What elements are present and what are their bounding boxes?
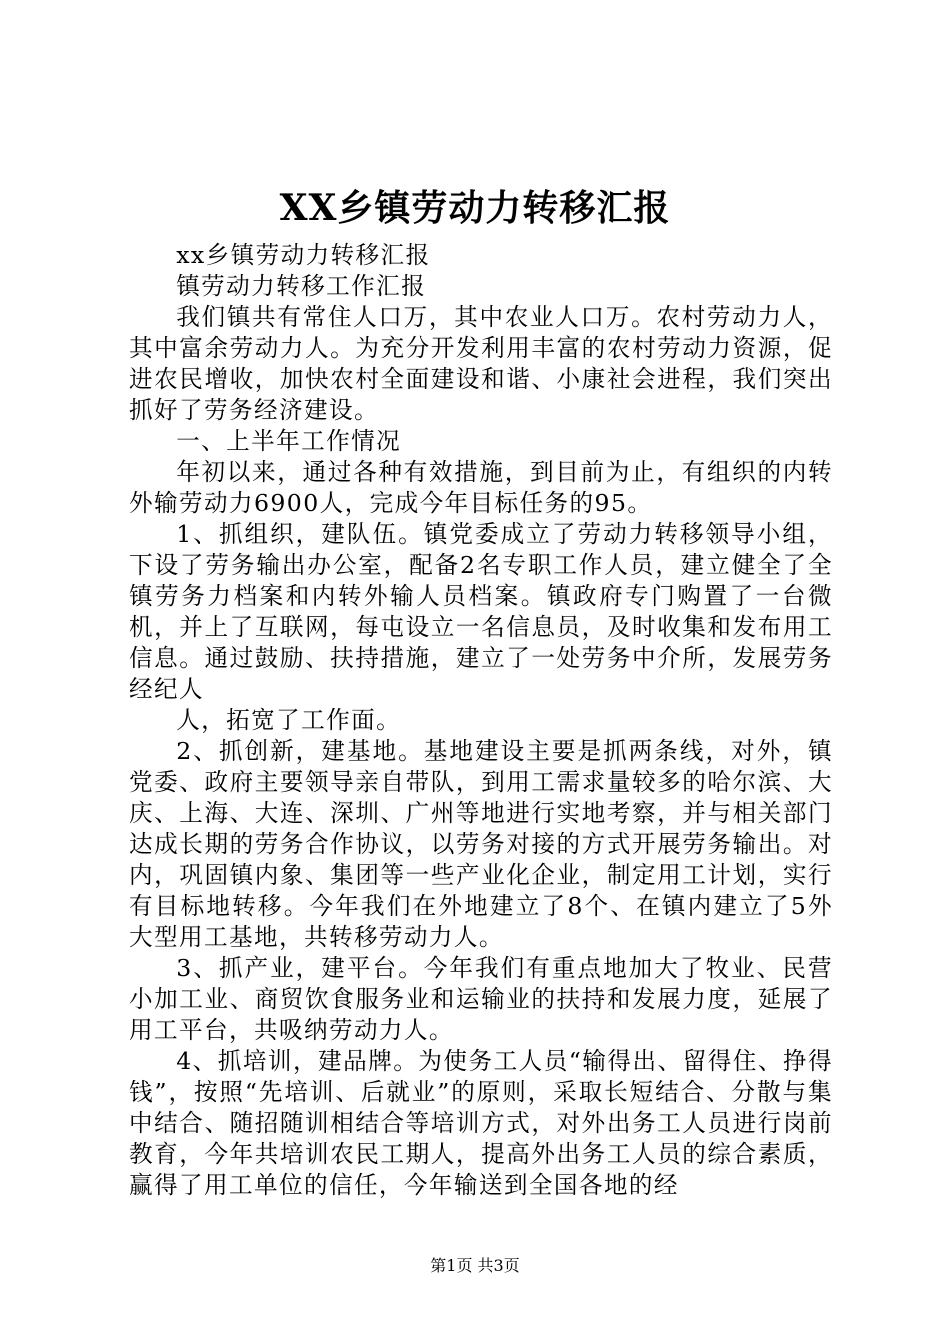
paragraph: 镇劳动力转移工作汇报 [176,272,427,300]
paragraph: 人，拓宽了工作面。 [176,706,402,734]
paragraph: 1、抓组织，建队伍。镇党委成立了劳动力转移领导小组，下设了劳务输出办公室，配备2名专职工作人员，建立健全了全镇劳务力档案和内转外输人员档案。镇政府专门购置了一台微机，并上了互联网，每屯设立一名信息员，及时收集和发布用工信息。通过鼓励、扶持措施，建立了一处劳务中介所，发展劳务经纪人 [129,520,833,703]
paragraph: 年初以来，通过各种有效措施，到目前为止，有组织的内转外输劳动力6900人，完成今年目标任务的95。 [129,458,833,517]
paragraph: xx乡镇劳动力转移汇报 [176,241,431,269]
document-body [129,240,833,1201]
paragraph: 我们镇共有常住人口万，其中农业人口万。农村劳动力人，其中富余劳动力人。为充分开发利用丰富的农村劳动力资源，促进农民增收，加快农村全面建设和谐、小康社会进程，我们突出抓好了劳务经济建设。 [129,303,833,424]
paragraph: 3、抓产业，建平台。今年我们有重点地加大了牧业、民营小加工业、商贸饮食服务业和运输业的扶持和发展力度，延展了用工平台，共吸纳劳动力人。 [129,954,833,1044]
document-title: XX乡镇劳动力转移汇报 [279,187,671,229]
paragraph: 2、抓创新，建基地。基地建设主要是抓两条线，对外，镇党委、政府主要领导亲自带队，到用工需求量较多的哈尔滨、大庆、上海、大连、深圳、广州等地进行实地考察，并与相关部门达成长期的劳务合作协议，以劳务对接的方式开展劳务输出。对内，巩固镇内象、集团等一些产业化企业，制定用工计划，实行有目标地转移。今年我们在外地建立了8个、在镇内建立了5外大型用工基地，共转移劳动力人。 [129,737,833,951]
page-footer: 第1页 共3页 [430,1256,520,1275]
paragraph: 4、抓培训，建品牌。为使务工人员“输得出、留得住、挣得钱”，按照“先培训、后就业”的原则，采取长短结合、分散与集中结合、随招随训相结合等培训方式，对外出务工人员进行岗前教育，今年共培训农民工期人，提高外出务工人员的综合素质，赢得了用工单位的信任，今年输送到全国各地的经 [129,1047,833,1199]
section-heading: 一、上半年工作情况 [176,427,402,455]
